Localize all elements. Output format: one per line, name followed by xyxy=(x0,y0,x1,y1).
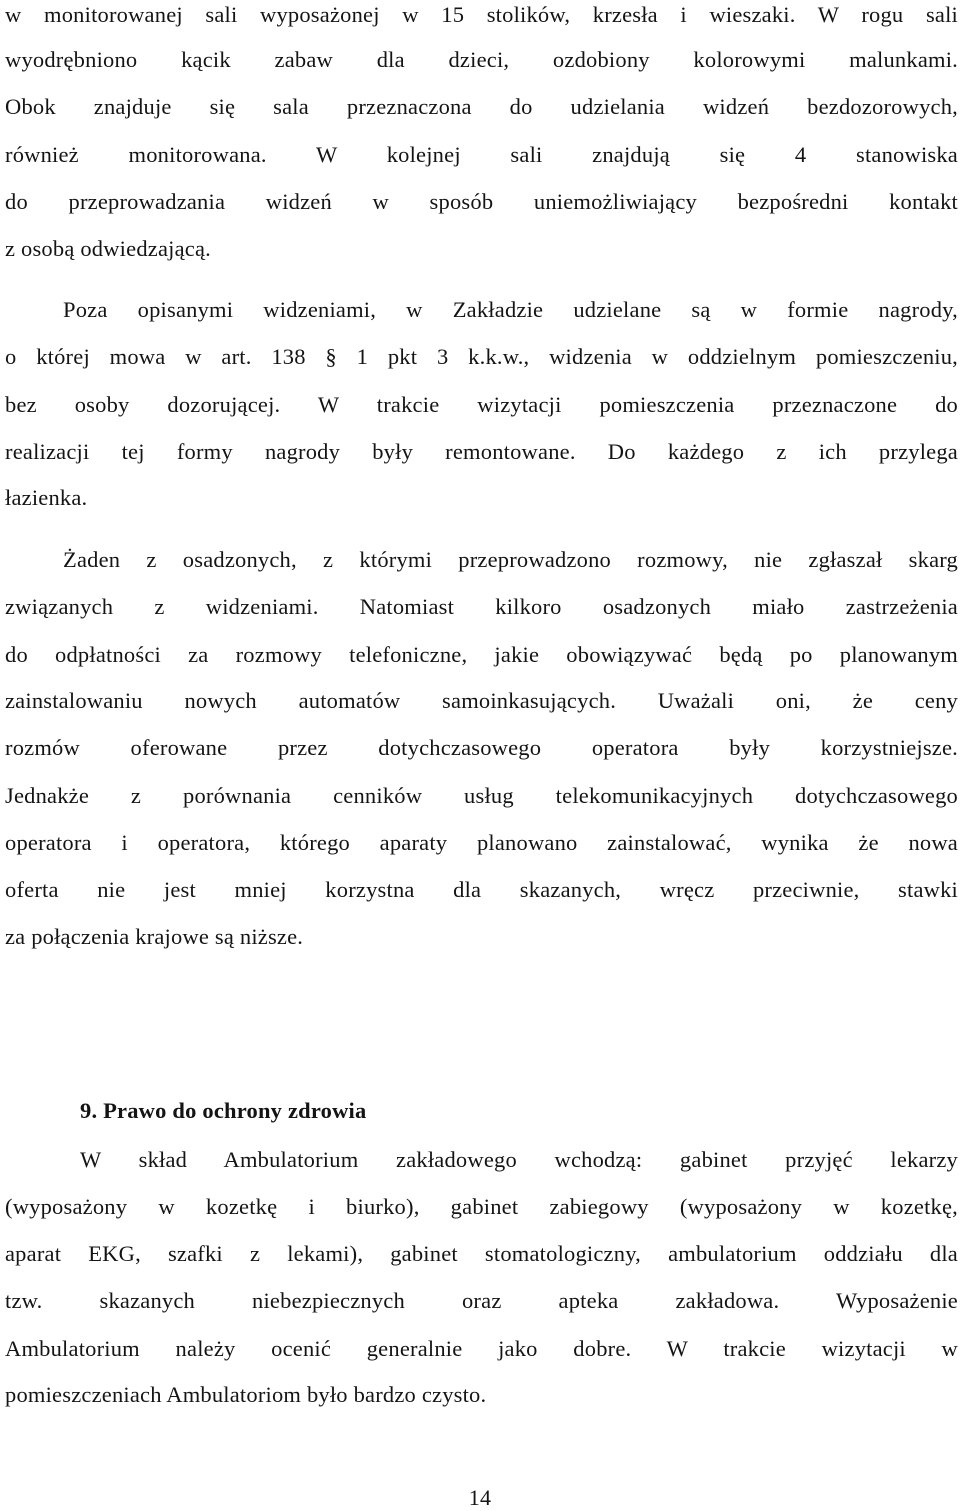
text-line: tzw. skazanych niebezpiecznych oraz apteka zakładowa. Wyposażenie xyxy=(5,1288,958,1313)
text-line: łazienka. xyxy=(5,485,88,510)
text-line: Jednakże z porównania cenników usług telekomunikacyjnych dotychczasowego xyxy=(5,783,958,808)
text-line: aparat EKG, szafki z lekami), gabinet stomatologiczny, ambulatorium oddziału dla xyxy=(5,1241,958,1266)
text-line: o której mowa w art. 138 § 1 pkt 3 k.k.w., widzenia w oddzielnym pomieszczeniu, xyxy=(5,344,958,369)
text-line: operatora i operatora, którego aparaty planowano zainstalować, wynika że nowa xyxy=(5,830,958,855)
page-number: 14 xyxy=(468,1485,492,1510)
text-line: realizacji tej formy nagrody były remontowane. Do każdego z ich przylega xyxy=(5,439,958,464)
text-line: Obok znajduje się sala przeznaczona do udzielania widzeń bezdozorowych, xyxy=(5,94,958,119)
text-line: oferta nie jest mniej korzystna dla skazanych, wręcz przeciwnie, stawki xyxy=(5,877,958,902)
text-line: bez osoby dozorującej. W trakcie wizytacji pomieszczenia przeznaczone do xyxy=(5,392,958,417)
text-line: Żaden z osadzonych, z którymi przeprowadzono rozmowy, nie zgłaszał skarg xyxy=(63,547,958,572)
text-line: z osobą odwiedzającą. xyxy=(5,236,211,261)
text-line: w monitorowanej sali wyposażonej w 15 stolików, krzesła i wieszaki. W rogu sali xyxy=(5,2,958,27)
text-line: pomieszczeniach Ambulatoriom było bardzo czysto. xyxy=(5,1382,487,1407)
section-heading: 9. Prawo do ochrony zdrowia xyxy=(80,1098,367,1123)
text-line: zainstalowaniu nowych automatów samoinkasujących. Uważali oni, że ceny xyxy=(5,688,958,713)
text-line: rozmów oferowane przez dotychczasowego operatora były korzystniejsze. xyxy=(5,735,958,760)
text-line: do przeprowadzania widzeń w sposób uniemożliwiający bezpośredni kontakt xyxy=(5,189,958,214)
text-line: również monitorowana. W kolejnej sali znajdują się 4 stanowiska xyxy=(5,142,958,167)
text-line: za połączenia krajowe są niższe. xyxy=(5,924,304,949)
text-line: Ambulatorium należy ocenić generalnie jako dobre. W trakcie wizytacji w xyxy=(5,1336,958,1361)
text-line: W skład Ambulatorium zakładowego wchodzą: gabinet przyjęć lekarzy xyxy=(80,1147,958,1172)
text-line: Poza opisanymi widzeniami, w Zakładzie udzielane są w formie nagrody, xyxy=(63,297,958,322)
text-line: do odpłatności za rozmowy telefoniczne, jakie obowiązywać będą po planowanym xyxy=(5,642,958,667)
text-line: związanych z widzeniami. Natomiast kilkoro osadzonych miało zastrzeżenia xyxy=(5,594,958,619)
text-line: (wyposażony w kozetkę i biurko), gabinet zabiegowy (wyposażony w kozetkę, xyxy=(5,1194,958,1219)
text-line: wyodrębniono kącik zabaw dla dzieci, ozdobiony kolorowymi malunkami. xyxy=(5,47,958,72)
